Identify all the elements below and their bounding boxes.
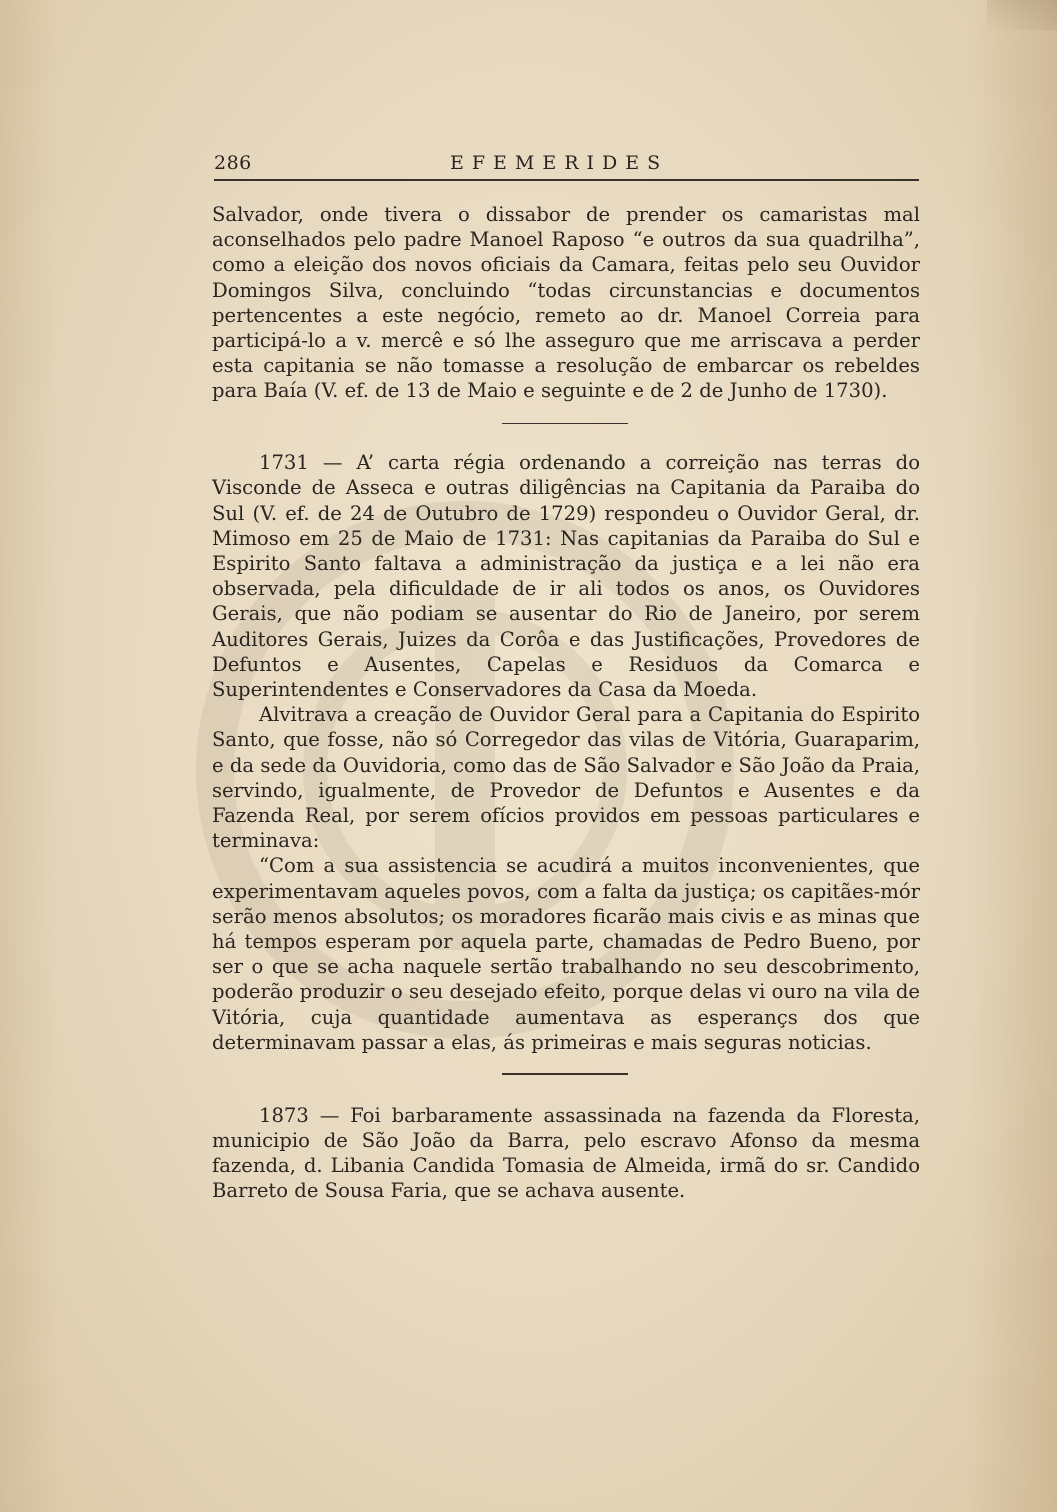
page-number: 286: [214, 152, 252, 174]
paragraph-continuation: Salvador, onde tivera o dissabor de prender os camaristas mal aconselhados pelo padre Manoel Raposo “e outros da sua quadrilha”, como a eleição dos novos oficiais da Camara, feitas pelo seu Ouvidor Domingos Silva, concluindo “todas circunstancias e documentos pertencentes a este negócio, remeto ao dr. Manoel Correia para participá-lo a v. mercê e só lhe asseguro que me arriscava a perder esta capitania se não tomasse a resolução de embarcar os rebeldes para Baía (V. ef. de 13 de Maio e seguinte e de 2 de Junho de 1730).: [212, 203, 920, 403]
quotation-paragraph: “Com a sua assistencia se acudirá a muitos inconvenientes, que experimentavam aqueles povos, com a falta da justiça; os capitães-mór serão menos absolutos; os moradores ficarão mais civis e as minas que há tempos esperam por aquela parte, chamadas de Pedro Bueno, por ser o que se acha naquele sertão trabalhando no seu descobrimento, poderão produzir o seu desejado efeito, porque delas vi ouro na vila de Vitória, cuja quantidade aumentava as esperançs dos que determinavam passar a elas, ás primeiras e mais seguras noticias.: [212, 854, 920, 1054]
paper-edge-stain: [967, 0, 1057, 1512]
page-header: [214, 148, 919, 182]
paper-edge-shadow: [0, 0, 60, 1512]
header-rule: [214, 179, 919, 181]
paragraph-alvitrava: Alvitrava a creação de Ouvidor Geral para a Capitania do Espirito Santo, que fosse, não só Corregedor das vilas de Vitória, Guaraparim, e da sede da Ouvidoria, como das de São Salvador e São João da Praia, servindo, igualmente, de Provedor de Defuntos e Ausentes e da Fazenda Real, por serem ofícios providos em pessoas particulares e terminava:: [212, 703, 920, 853]
entry-1873: 1873 — Foi barbaramente assassinada na fazenda da Floresta, municipio de São João da Barra, pelo escravo Afonso da mesma fazenda, d. Libania Candida Tomasia de Almeida, irmã do sr. Candido Barreto de Sousa Faria, que se achava ausente.: [212, 1103, 920, 1203]
section-divider: [502, 423, 628, 425]
entry-1731: 1731 — A’ carta régia ordenando a correição nas terras do Visconde de Asseca e outras diligências na Capitania da Paraiba do Sul (V. ef. de 24 de Outubro de 1729) respondeu o Ouvidor Geral, dr. Mimoso em 25 de Maio de 1731: Nas capitanias da Paraiba do Sul e Espirito Santo faltava a administração da justiça e a lei não era observada, pela dificuldade de ir ali todos os anos, os Ouvidores Gerais, que não podiam se ausentar do Rio de Janeiro, por serem Auditores Gerais, Juizes da Corôa e das Justificações, Provedores de Defuntos e Ausentes, Capelas e Residuos da Comarca e Superintendentes e Conservadores da Casa da Moeda.: [212, 451, 920, 701]
running-title: EFEMERIDES: [450, 152, 669, 174]
section-divider: [502, 1073, 628, 1075]
body-text: [212, 202, 920, 1203]
paper-corner-wear: [987, 0, 1057, 30]
